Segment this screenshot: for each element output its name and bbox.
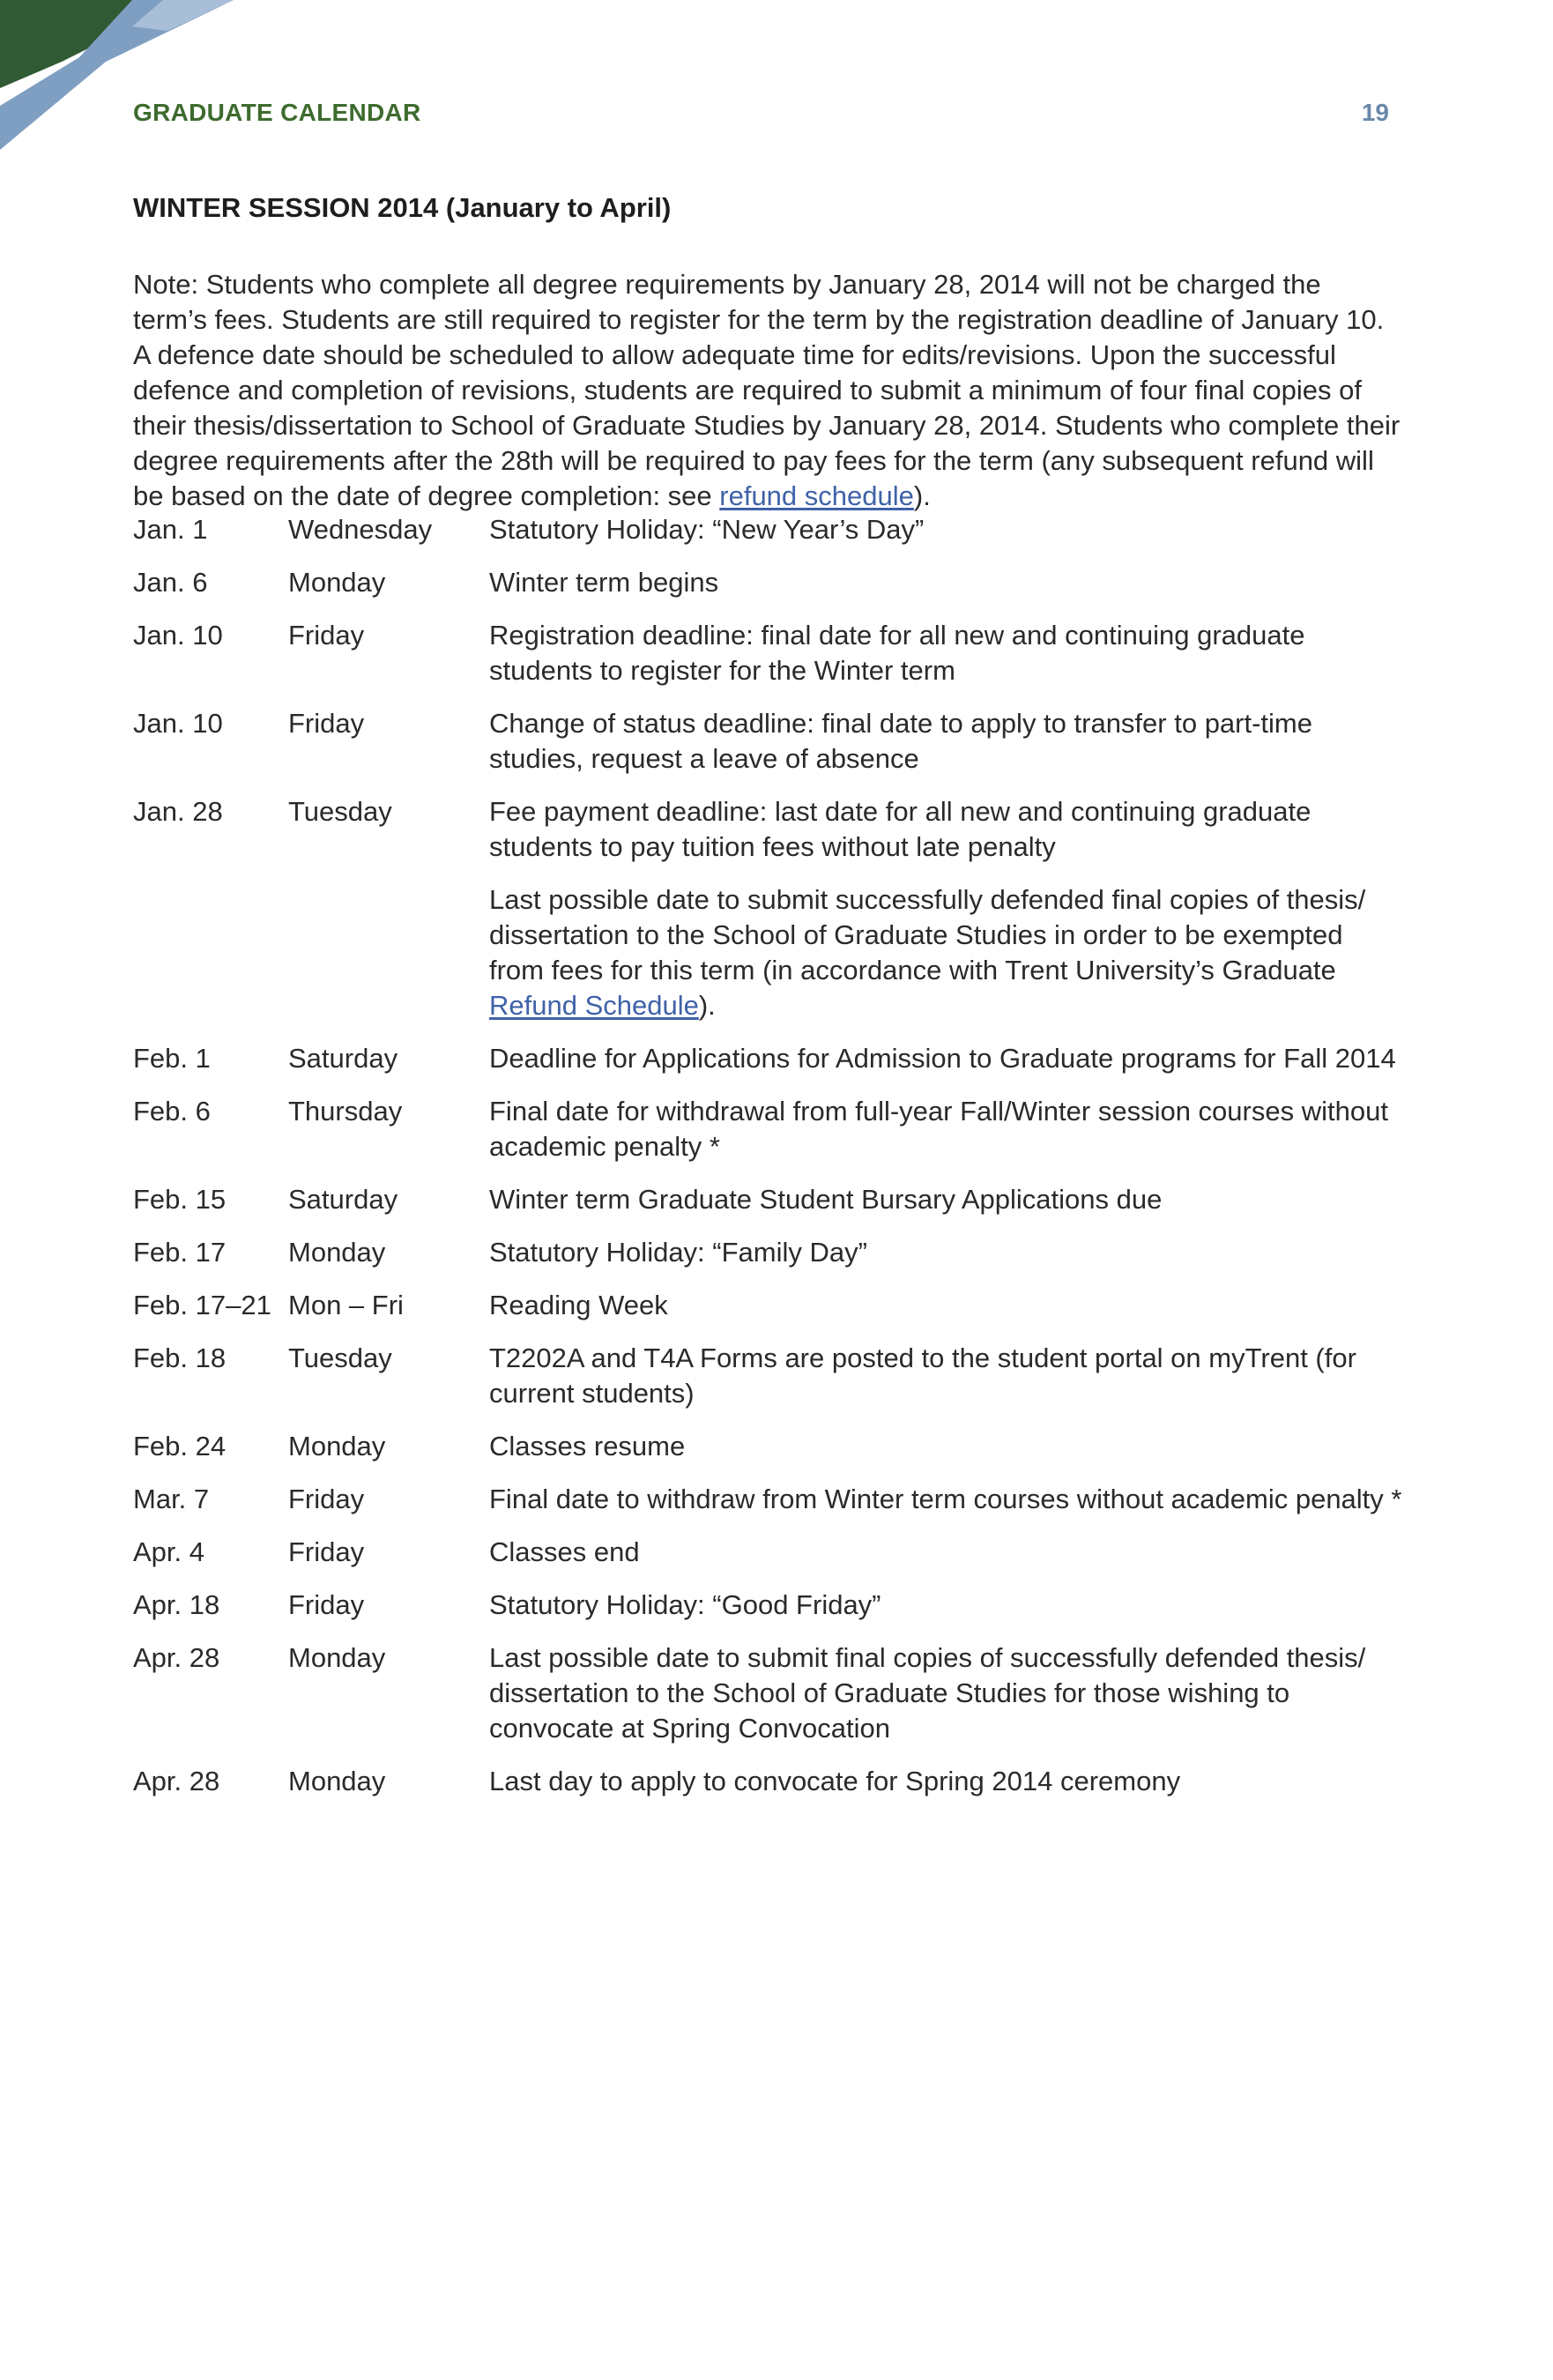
- event-day: Tuesday: [288, 796, 392, 827]
- event-description: Final date for withdrawal from full-year Fall/Winter session courses without academic penalty *: [489, 1096, 1388, 1162]
- event-day: Monday: [288, 1237, 386, 1268]
- event-row: [133, 1182, 1402, 1217]
- event-day: Mon – Fri: [288, 1290, 404, 1320]
- event-date: Apr. 28: [133, 1766, 220, 1796]
- event-row: [133, 565, 1402, 600]
- events-table: [133, 512, 1402, 1817]
- event-description: Deadline for Applications for Admission to Graduate programs for Fall 2014: [489, 1043, 1396, 1074]
- event-date: Feb. 1: [133, 1043, 211, 1074]
- event-date: Jan. 6: [133, 567, 208, 598]
- event-description-extra-text: Last possible date to submit successfully defended final copies of thesis/ dissertation to the School of Graduate Studies in order to be exempted from fees for this term (in accordance with Trent University’s Graduate: [489, 884, 1366, 985]
- event-date: Feb. 17–21: [133, 1290, 271, 1320]
- event-date: Feb. 6: [133, 1096, 211, 1127]
- event-day: Wednesday: [288, 514, 433, 545]
- event-row: [133, 794, 1402, 1023]
- corner-decoration: [0, 0, 238, 159]
- event-description: Final date to withdraw from Winter term courses without academic penalty *: [489, 1484, 1402, 1514]
- event-date: Feb. 18: [133, 1342, 227, 1373]
- event-description: Statutory Holiday: “Good Friday”: [489, 1589, 881, 1620]
- event-row: [133, 706, 1402, 777]
- running-header: GRADUATE CALENDAR: [133, 99, 421, 126]
- event-row: [133, 1041, 1402, 1076]
- event-day: Friday: [288, 1589, 365, 1620]
- event-day: Tuesday: [288, 1342, 392, 1373]
- event-date: Jan. 28: [133, 796, 223, 827]
- event-description-extra: [489, 882, 1402, 1023]
- event-day: Friday: [288, 708, 365, 739]
- refund-schedule-link[interactable]: refund schedule: [719, 480, 914, 511]
- event-date: Jan. 10: [133, 620, 223, 651]
- event-description: Reading Week: [489, 1290, 668, 1320]
- event-date: Feb. 15: [133, 1184, 227, 1215]
- event-day: Monday: [288, 1766, 386, 1796]
- event-day: Friday: [288, 1536, 365, 1567]
- event-date: Jan. 1: [133, 514, 208, 545]
- note-paragraph: [133, 267, 1402, 514]
- event-date: Apr. 18: [133, 1589, 220, 1620]
- event-day: Monday: [288, 1431, 386, 1461]
- event-row: [133, 1535, 1402, 1570]
- event-description: Change of status deadline: final date to apply to transfer to part-time studies, request a leave of absence: [489, 708, 1312, 774]
- refund-schedule-link-2[interactable]: Refund Schedule: [489, 990, 699, 1021]
- event-day: Friday: [288, 1484, 365, 1514]
- event-day: Saturday: [288, 1043, 398, 1074]
- event-day: Thursday: [288, 1096, 403, 1127]
- event-date: Feb. 17: [133, 1237, 227, 1268]
- event-day: Monday: [288, 1642, 386, 1673]
- section-title: WINTER SESSION 2014 (January to April): [133, 192, 672, 223]
- event-description: Last day to apply to convocate for Spring 2014 ceremony: [489, 1766, 1181, 1796]
- event-row: [133, 1764, 1402, 1799]
- event-date: Mar. 7: [133, 1484, 210, 1514]
- event-row: [133, 1094, 1402, 1164]
- event-row: [133, 1588, 1402, 1623]
- event-row: [133, 512, 1402, 547]
- event-date: Feb. 24: [133, 1431, 227, 1461]
- event-description: T2202A and T4A Forms are posted to the student portal on myTrent (for current students): [489, 1342, 1356, 1409]
- event-row: [133, 1288, 1402, 1323]
- event-description: Statutory Holiday: “Family Day”: [489, 1237, 867, 1268]
- event-description: Winter term Graduate Student Bursary Applications due: [489, 1184, 1163, 1215]
- event-row: [133, 1640, 1402, 1746]
- event-description: Classes end: [489, 1536, 640, 1567]
- event-description: Winter term begins: [489, 567, 719, 598]
- event-description-extra-end: ).: [698, 990, 716, 1021]
- event-row: [133, 1429, 1402, 1464]
- event-date: Apr. 4: [133, 1536, 204, 1567]
- page-number: 19: [1361, 99, 1389, 126]
- note-text: Note: Students who complete all degree requirements by January 28, 2014 will not be charged the term’s fees. Students are still required to register for the term by the registration deadline of January 10. A defence date should be scheduled to allow adequate time for edits/revisions. Upon the successful defence and completion of revisions, students are required to submit a minimum of four final copies of their thesis/dissertation to School of Graduate Studies by January 28, 2014. Students who complete their degree requirements after the 28th will be required to pay fees for the term (any subsequent refund will be based on the date of degree completion: see: [133, 269, 1401, 511]
- event-row: [133, 1482, 1402, 1517]
- event-description: Statutory Holiday: “New Year’s Day”: [489, 514, 925, 545]
- event-date: Apr. 28: [133, 1642, 220, 1673]
- event-day: Friday: [288, 620, 365, 651]
- event-day: Saturday: [288, 1184, 398, 1215]
- event-row: [133, 1235, 1402, 1270]
- event-description: Fee payment deadline: last date for all new and continuing graduate students to pay tuition fees without late penalty: [489, 796, 1312, 862]
- event-row: [133, 618, 1402, 688]
- event-day: Monday: [288, 567, 386, 598]
- event-row: [133, 1341, 1402, 1411]
- event-description: Classes resume: [489, 1431, 686, 1461]
- event-description: Last possible date to submit final copies of successfully defended thesis/ dissertation to the School of Graduate Studies for those wishing to convocate at Spring Convocation: [489, 1642, 1366, 1744]
- note-end: ).: [913, 480, 931, 511]
- event-description: Registration deadline: final date for all new and continuing graduate students to register for the Winter term: [489, 620, 1305, 686]
- event-date: Jan. 10: [133, 708, 223, 739]
